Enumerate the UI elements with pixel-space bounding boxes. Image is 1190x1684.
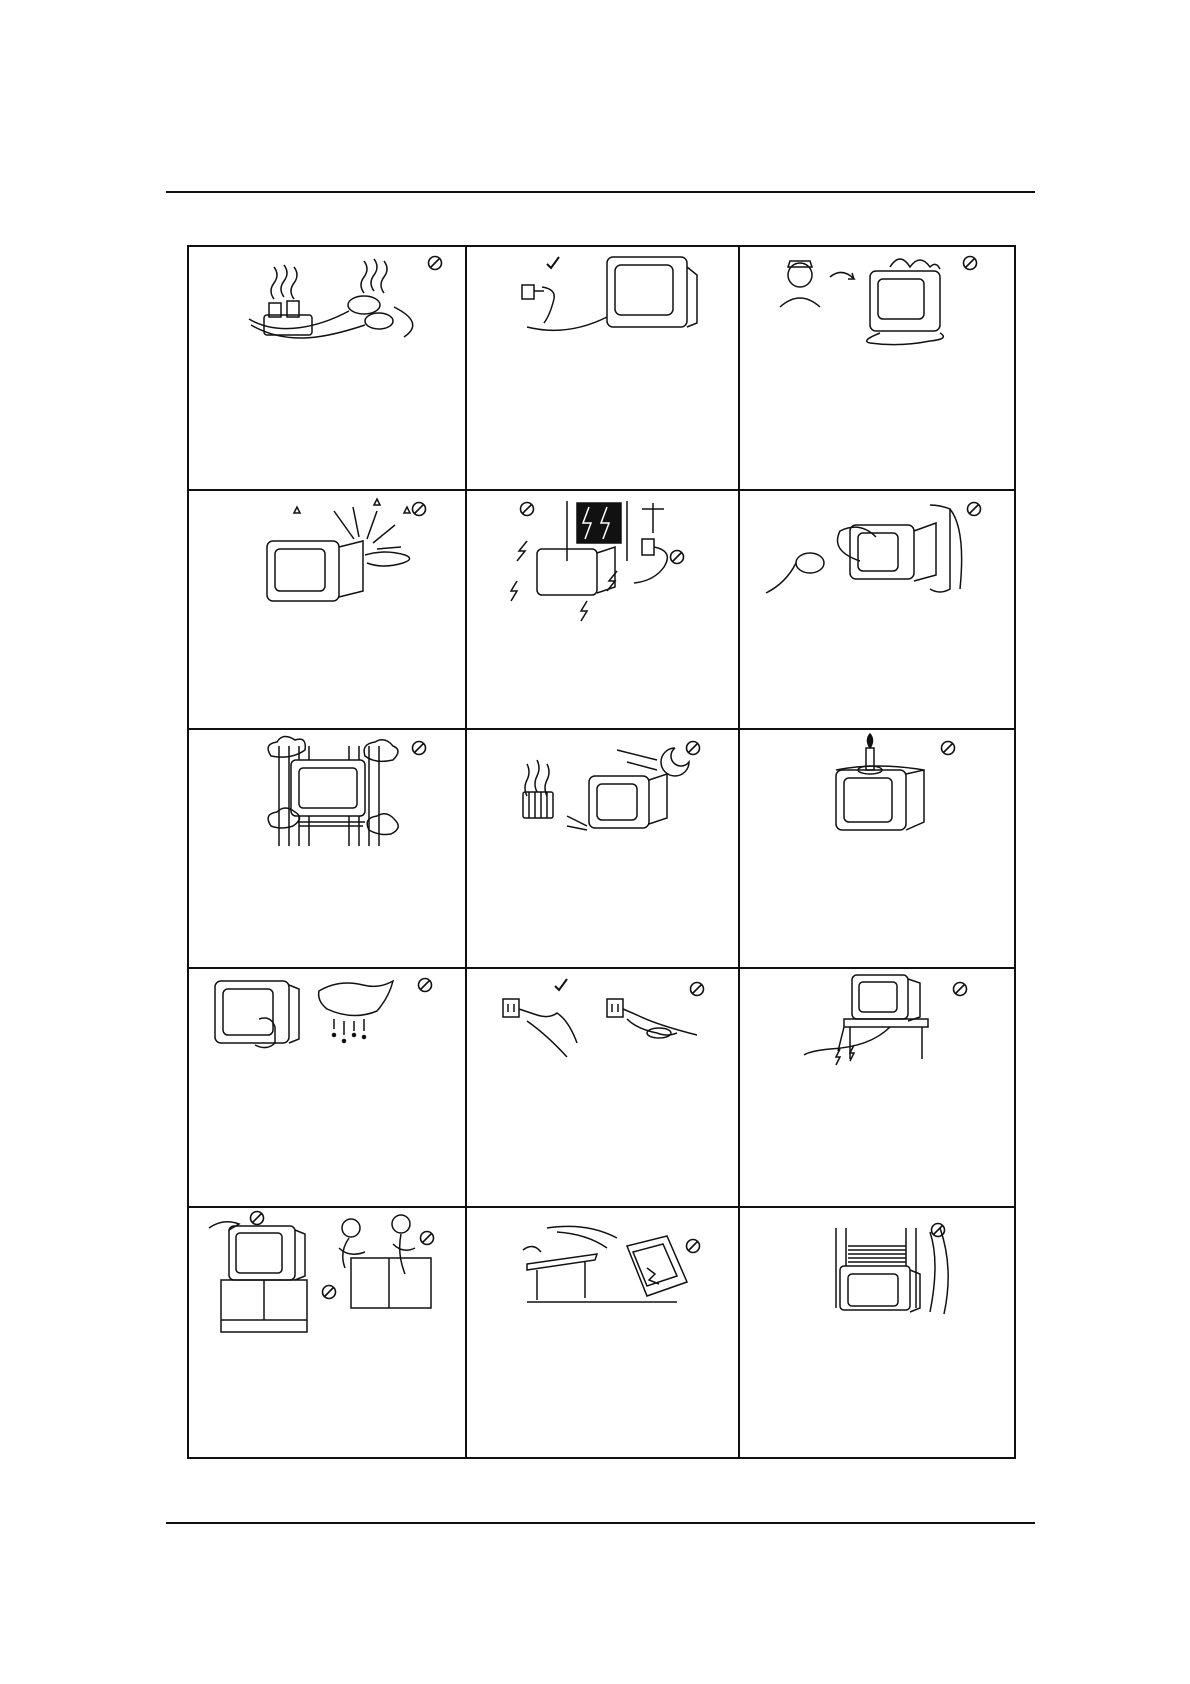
prohibited-symbol xyxy=(249,1210,265,1226)
prohibited-symbol xyxy=(962,255,978,271)
blocked-vents-icon xyxy=(189,730,465,967)
prohibited-symbol xyxy=(669,549,685,565)
safety-illustration-grid xyxy=(187,245,1016,1459)
cell-blocked-ventilation xyxy=(189,730,465,967)
cell-damaged-cord xyxy=(740,969,1014,1206)
unplugging-icon xyxy=(467,969,738,1206)
prohibited-symbol xyxy=(930,1222,946,1238)
prohibited-symbol xyxy=(411,501,427,517)
tv-plugged-in-icon xyxy=(467,247,738,489)
candle-on-tv-icon xyxy=(740,730,1014,967)
prohibited-symbol xyxy=(417,977,433,993)
steam-moisture-icon xyxy=(740,491,1014,728)
wet-cloth-cleaning-icon xyxy=(189,969,465,1206)
prohibited-symbol xyxy=(689,981,705,997)
prohibited-symbol xyxy=(427,255,443,271)
cell-no-objects-inside xyxy=(189,491,465,728)
prohibited-symbol xyxy=(321,1284,337,1300)
heater-sun-icon xyxy=(467,730,738,967)
tv-in-shelf-icon xyxy=(740,1208,1014,1457)
cell-moisture-steam xyxy=(740,491,1014,728)
service-technician-icon xyxy=(740,247,1014,489)
cell-heat-sources xyxy=(467,730,738,967)
cell-open-flame xyxy=(740,730,1014,967)
prohibited-symbol xyxy=(940,740,956,756)
checkmark-symbol xyxy=(553,977,569,993)
prohibited-symbol xyxy=(685,740,701,756)
cell-lightning-storm xyxy=(467,491,738,728)
cell-enclosed-space xyxy=(740,1208,1014,1457)
header-rule xyxy=(166,191,1035,193)
cell-unstable-stand xyxy=(467,1208,738,1457)
prohibited-symbol xyxy=(411,740,427,756)
cell-children-climbing xyxy=(189,1208,465,1457)
cell-service-personnel xyxy=(740,247,1014,489)
prohibited-symbol xyxy=(685,1238,701,1254)
prohibited-symbol xyxy=(952,981,968,997)
footer-rule xyxy=(166,1522,1035,1524)
prohibited-symbol xyxy=(419,1230,435,1246)
prohibited-symbol xyxy=(966,501,982,517)
checkmark-symbol xyxy=(545,255,561,271)
cell-overloaded-outlet xyxy=(189,247,465,489)
inserting-objects-icon xyxy=(189,491,465,728)
cell-plug-correctly xyxy=(467,247,738,489)
prohibited-symbol xyxy=(519,501,535,517)
overloaded-power-strip-icon xyxy=(189,247,465,489)
cell-pull-by-plug xyxy=(467,969,738,1206)
crushed-cord-icon xyxy=(740,969,1014,1206)
cell-cleaning-dry-cloth xyxy=(189,969,465,1206)
lightning-storm-icon xyxy=(467,491,738,728)
